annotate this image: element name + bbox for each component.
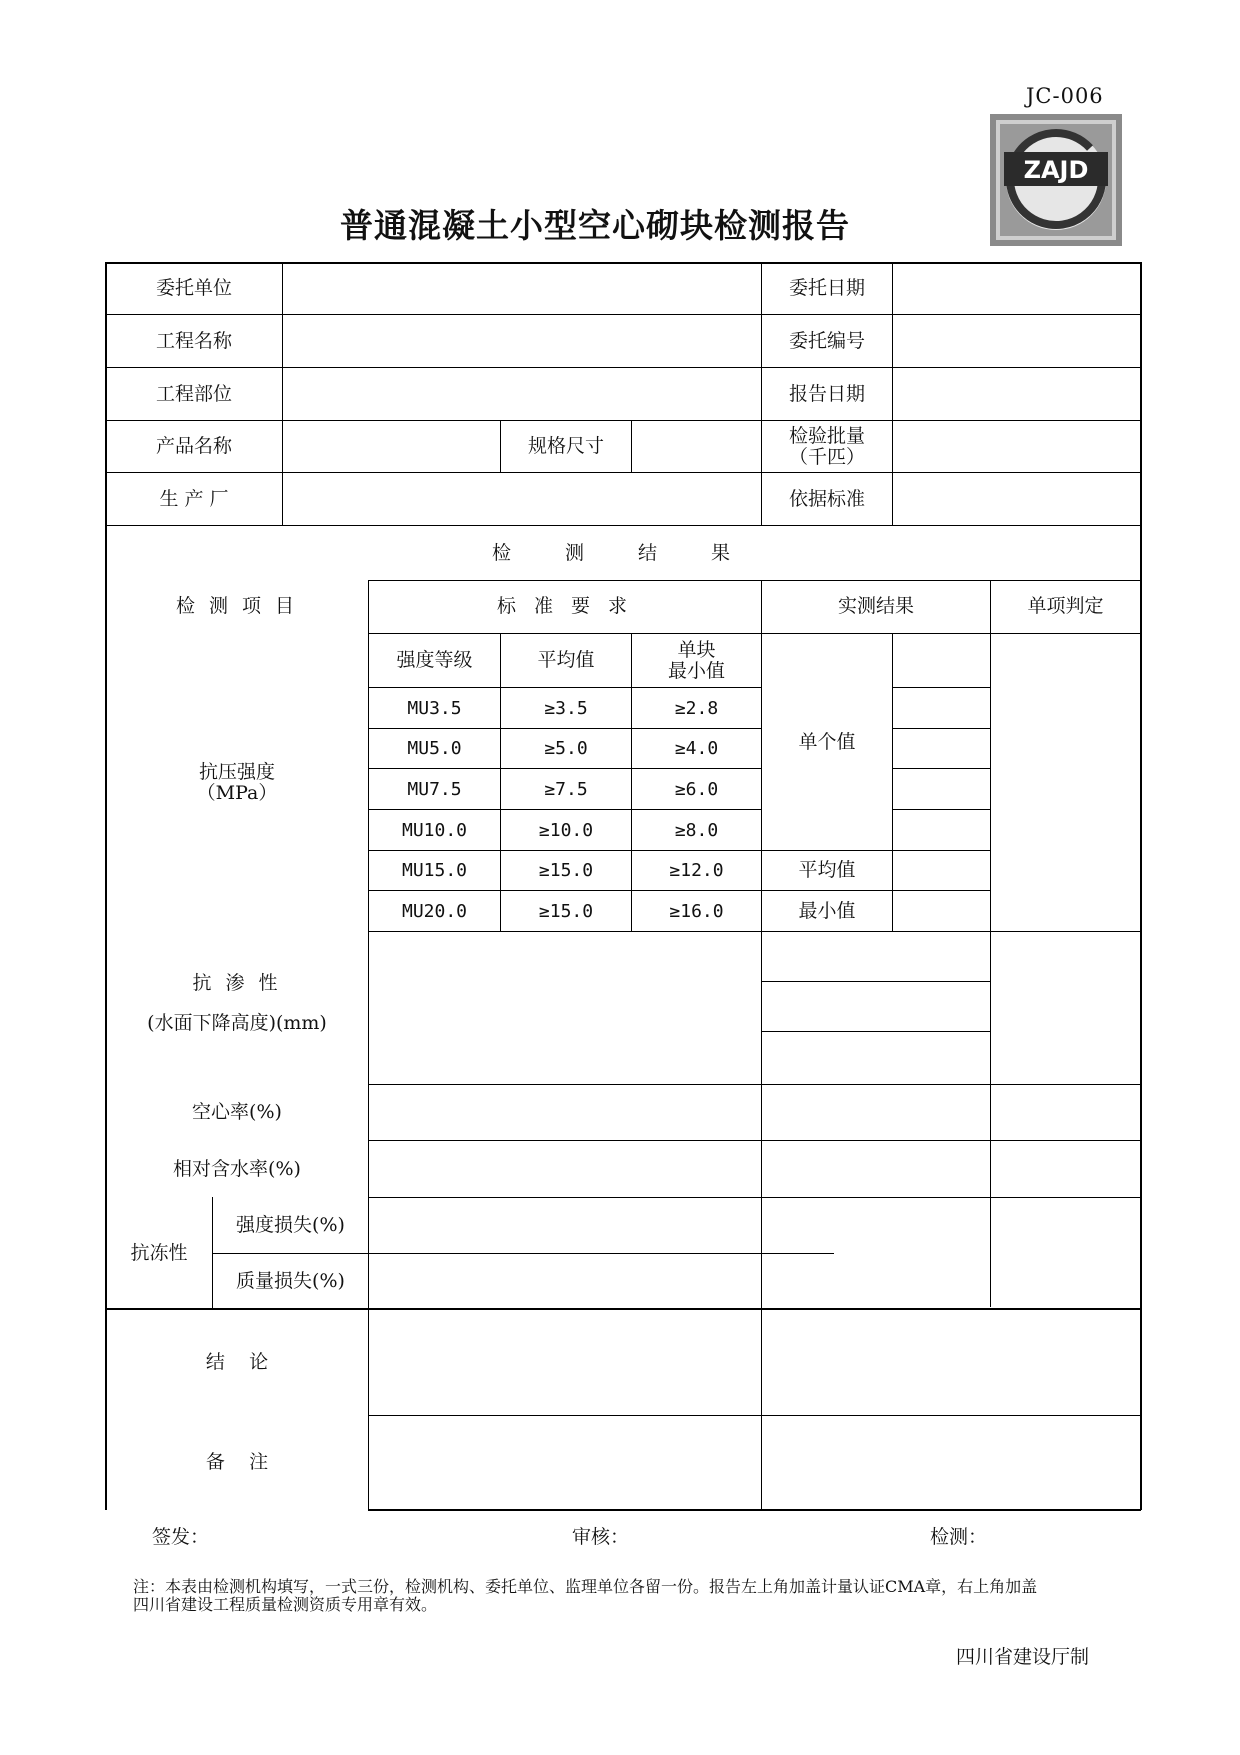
grade-min-cell: ≥2.8 — [674, 697, 719, 719]
label-client-no: 委托编号 — [788, 329, 865, 352]
logo-text: ZAJD — [1023, 156, 1089, 184]
grade-min-cell: ≥6.0 — [674, 778, 719, 800]
label-mass-loss: 质量损失(%) — [236, 1269, 345, 1292]
label-remarks: 备 注 — [205, 1451, 269, 1473]
grade-min-cell: ≥8.0 — [674, 819, 719, 841]
label-single-value: 单个值 — [798, 730, 856, 753]
col-standard-requirement: 标 准 要 求 — [496, 595, 634, 617]
label-frost-resistance: 抗冻性 — [130, 1241, 188, 1264]
label-product-name: 产品名称 — [155, 435, 232, 457]
grade-cell: MU15.0 — [401, 860, 468, 881]
label-standard: 依据标准 — [788, 487, 865, 510]
section-test-results: 检 测 结 果 — [491, 541, 755, 564]
label-project-part: 工程部位 — [155, 382, 232, 405]
col-judgement: 单项判定 — [1027, 595, 1104, 617]
grade-avg-cell: ≥7.5 — [544, 778, 588, 800]
label-minimum-value: 最小值 — [798, 899, 856, 922]
label-client-unit: 委托单位 — [155, 277, 232, 299]
label-strength-loss: 强度损失(%) — [236, 1214, 345, 1236]
label-compressive-strength: 抗压强度 （MPa） — [196, 760, 278, 804]
label-manufacturer: 生 产 厂 — [159, 487, 229, 510]
label-spec-size: 规格尺寸 — [527, 435, 604, 457]
grade-min-cell: ≥16.0 — [669, 900, 724, 922]
page-title: 普通混凝土小型空心砌块检测报告 — [340, 206, 850, 245]
grade-cell: MU20.0 — [401, 900, 468, 922]
signature-test: 检测： — [930, 1526, 988, 1548]
grade-cell: MU7.5 — [407, 778, 462, 800]
signature-issue: 签发： — [152, 1526, 210, 1548]
col-measured-result: 实测结果 — [837, 595, 914, 617]
label-conclusion: 结 论 — [205, 1351, 269, 1373]
label-impermeability-unit: (水面下降高度)(mm) — [147, 1011, 327, 1034]
subcol-block-min: 单块 最小值 — [667, 638, 725, 682]
grade-avg-cell: ≥15.0 — [538, 900, 594, 922]
subcol-average: 平均值 — [537, 649, 595, 671]
subcol-strength-grade: 强度等级 — [396, 649, 473, 671]
grade-avg-cell: ≥5.0 — [544, 738, 588, 759]
grade-cell: MU10.0 — [401, 819, 468, 841]
label-report-date: 报告日期 — [788, 382, 865, 405]
footnote: 注：本表由检测机构填写，一式三份，检测机构、委托单位、监理单位各留一份。报告左上角加盖计量认证CMA章，右上角加盖 四川省建设工程质量检测资质专用章有效。 — [133, 1577, 1038, 1614]
grade-cell: MU3.5 — [407, 697, 462, 719]
grade-cell: MU5.0 — [407, 738, 462, 759]
label-impermeability: 抗 渗 性 — [192, 971, 282, 994]
grade-min-cell: ≥4.0 — [674, 738, 719, 759]
label-relative-moisture: 相对含水率(%) — [173, 1157, 301, 1180]
document-code: JC-006 — [1026, 84, 1104, 108]
grade-min-cell: ≥12.0 — [669, 860, 724, 881]
grade-avg-cell: ≥10.0 — [538, 819, 594, 841]
grade-avg-cell: ≥3.5 — [544, 697, 588, 719]
issuing-authority: 四川省建设厅制 — [956, 1646, 1090, 1668]
label-void-ratio: 空心率(%) — [192, 1101, 282, 1123]
col-test-item: 检 测 项 目 — [175, 595, 299, 617]
signature-review: 审核： — [572, 1526, 630, 1548]
label-client-date: 委托日期 — [788, 277, 865, 299]
label-batch-qty: 检验批量 （千匹） — [788, 424, 865, 468]
label-average-value: 平均值 — [798, 859, 856, 881]
label-project-name: 工程名称 — [155, 329, 232, 352]
grade-avg-cell: ≥15.0 — [538, 860, 594, 881]
